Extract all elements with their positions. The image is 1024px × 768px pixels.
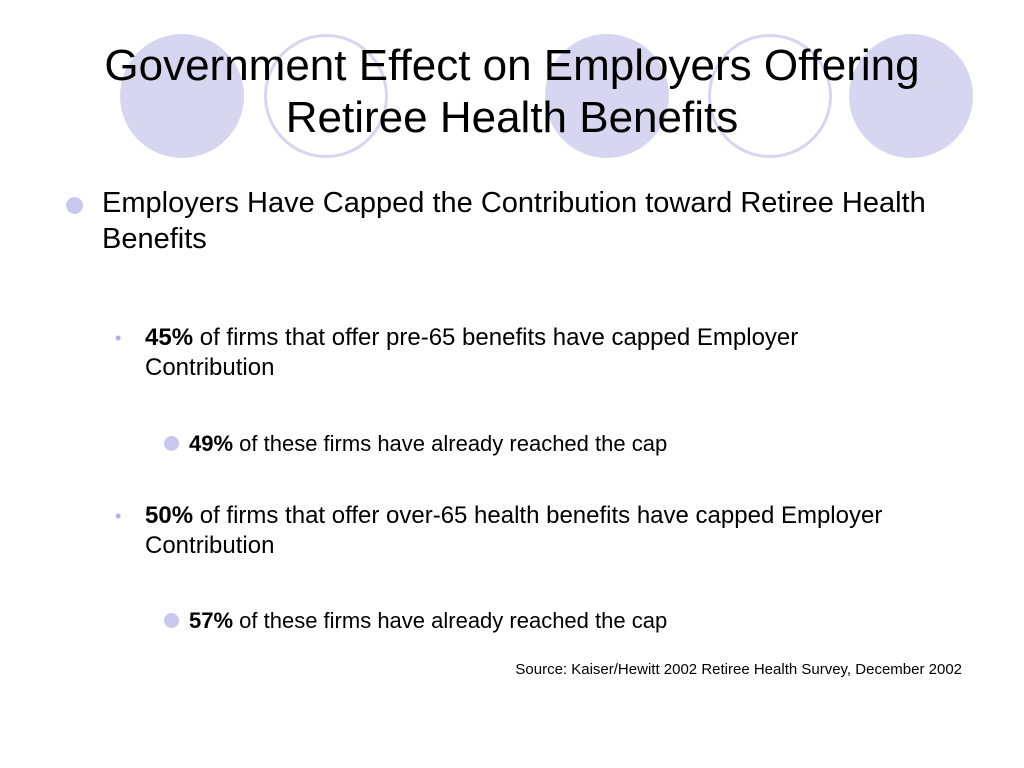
over65-cap-percent: 57% [189, 608, 234, 633]
bullet-level-2-over65 [112, 501, 932, 561]
round-bullet-icon [164, 436, 179, 451]
over65-cap-description: of these firms have already reached the cap [233, 608, 668, 633]
slide-title [20, 40, 1004, 144]
small-dot-bullet-icon: • [115, 328, 122, 348]
bullet-level-2-over65-text [145, 501, 932, 561]
source-citation: Source: Kaiser/Hewitt 2002 Retiree Health Survey, December 2002 [515, 661, 962, 678]
pre65-description: of firms that offer pre-65 benefits have capped Employer Contribution [145, 324, 799, 381]
bullet-level-2-pre65-text [145, 323, 932, 383]
bullet-level-3-over65-text [189, 607, 924, 635]
bullet-level-3-pre65-text [189, 430, 924, 458]
bullet-level-2-pre65 [112, 323, 932, 383]
bullet-level-3-pre65 [164, 430, 924, 458]
slide-title-line-2: Retiree Health Benefits [285, 93, 739, 142]
bullet-level-1 [66, 185, 986, 257]
round-bullet-icon [164, 613, 179, 628]
small-dot-bullet-icon: • [115, 506, 122, 526]
bullet-level-3-over65 [164, 607, 924, 635]
bullet-level-1-text: Employers Have Capped the Contribution toward Retiree Health Benefits [102, 187, 926, 255]
pre65-cap-percent: 49% [189, 431, 234, 456]
over65-description: of firms that offer over-65 health benefits have capped Employer Contribution [145, 502, 883, 559]
pre65-cap-description: of these firms have already reached the cap [233, 431, 668, 456]
slide-title-line-1: Government Effect on Employers Offering [104, 41, 920, 90]
over65-percent: 50% [145, 502, 194, 529]
pre65-percent: 45% [145, 324, 194, 351]
round-bullet-icon [66, 197, 83, 214]
